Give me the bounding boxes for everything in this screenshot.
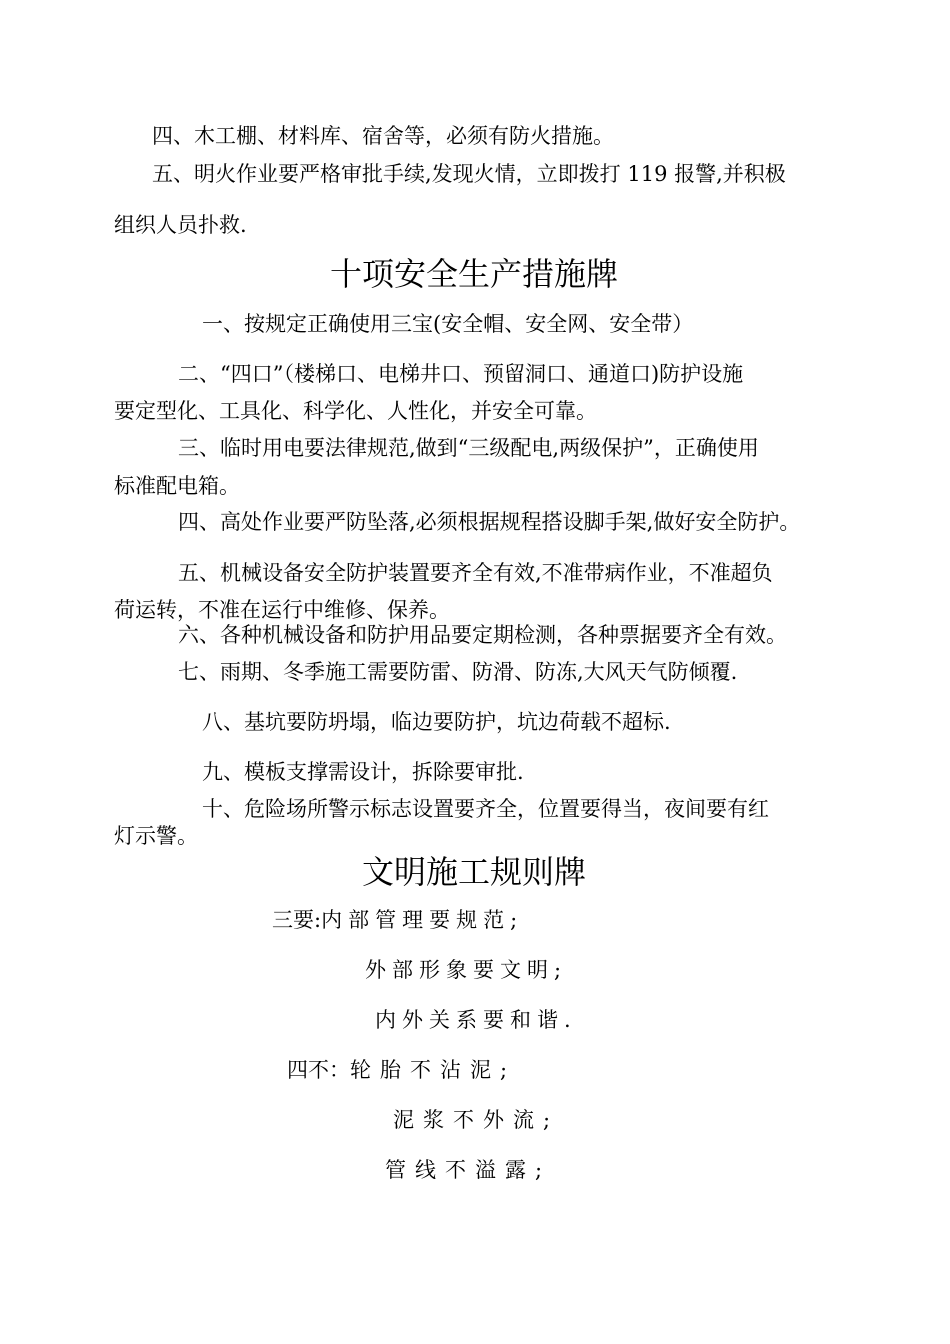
fire-rule-4: 四、木工棚、材料库、宿舍等，必须有防火措施。 <box>152 124 614 148</box>
safety-item-7: 七、雨期、冬季施工需要防雷、防滑、防冻,大风天气防倾覆. <box>178 660 738 684</box>
safety-section-title: 十项安全生产措施牌 <box>330 255 619 293</box>
safety-item-4: 四、高处作业要严防坠落,必须根据规程搭设脚手架,做好安全防护。 <box>178 510 801 534</box>
safety-item-3-line2: 标准配电箱。 <box>114 474 240 498</box>
safety-item-5-line2: 荷运转，不准在运行中维修、保养。 <box>114 598 450 622</box>
safety-item-5-line1: 五、机械设备安全防护装置要齐全有效,不准带病作业，不准超负 <box>178 561 773 585</box>
safety-item-6: 六、各种机械设备和防护用品要定期检测，各种票据要齐全有效。 <box>178 623 787 647</box>
fire-rule-5-line2: 组织人员扑救. <box>114 213 247 237</box>
safety-item-9: 九、模板支撑需设计，拆除要审批. <box>202 760 524 784</box>
safety-item-10-line2: 灯示警。 <box>114 824 198 848</box>
three-musts-item-2: 外部形象要文明; <box>365 958 568 982</box>
safety-item-2-line2: 要定型化、工具化、科学化、人性化，并安全可靠。 <box>114 399 597 423</box>
fire-rule-5-line1: 五、明火作业要严格审批手续,发现火情，立即拨打 119 报警,并积极 <box>152 162 786 186</box>
four-nots-item-1: 轮胎不沾泥; <box>350 1058 517 1082</box>
safety-item-1: 一、按规定正确使用三宝(安全帽、安全网、安全带） <box>202 312 694 336</box>
safety-item-10-line1: 十、危险场所警示标志设置要齐全，位置要得当，夜间要有红 <box>202 797 769 821</box>
three-musts-row-1 <box>272 906 523 934</box>
civilized-section-title: 文明施工规则牌 <box>362 853 587 891</box>
four-nots-item-3: 管线不溢露; <box>385 1158 552 1182</box>
safety-item-3-line1: 三、临时用电要法律规范,做到“三级配电,两级保护”，正确使用 <box>178 436 759 460</box>
three-musts-item-1: 内部管理要规范; <box>321 908 524 932</box>
safety-item-8: 八、基坑要防坍塌，临边要防护，坑边荷载不超标. <box>202 710 671 734</box>
three-musts-item-3: 内外关系要和谐. <box>375 1008 577 1032</box>
four-nots-item-2: 泥浆不外流; <box>393 1108 560 1132</box>
safety-item-2-line1: 二、“四口”（楼梯口、电梯井口、预留洞口、通道口)防护设施 <box>178 362 744 386</box>
four-nots-row-1 <box>287 1056 516 1084</box>
four-nots-label: 四不： <box>287 1058 350 1082</box>
three-musts-label: 三要: <box>272 908 322 932</box>
